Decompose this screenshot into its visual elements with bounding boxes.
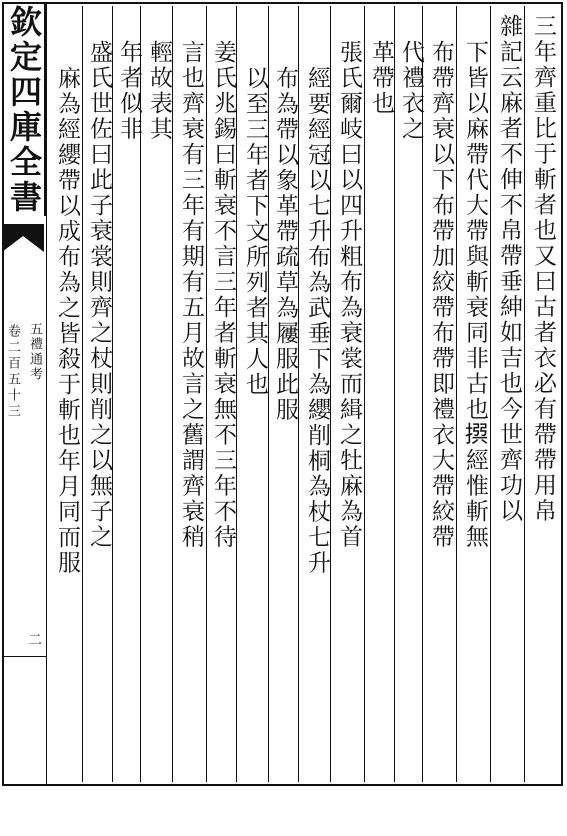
column-rule bbox=[364, 6, 365, 782]
text-column-11: 姜氏兆錫曰斬衰不言三年者斬衰無不三年不待 bbox=[210, 40, 236, 550]
page-number: 二 bbox=[26, 632, 42, 646]
collection-title: 欽定四庫全書 bbox=[4, 4, 46, 216]
book-title-label: 五禮通考 bbox=[27, 322, 42, 382]
column-rule bbox=[456, 6, 457, 782]
column-rule bbox=[490, 6, 491, 782]
column-rule bbox=[82, 6, 83, 782]
text-column-2: 雜記云麻者不伸不帛帶垂紳如吉也今世齊功以 bbox=[496, 14, 522, 524]
text-column-9: 布為帶以象革帶疏草為屨服此服 bbox=[272, 66, 298, 423]
text-column-16: 麻為經纓帶以成布為之皆殺于斬也年月同而服 bbox=[54, 66, 80, 576]
column-rule bbox=[206, 6, 207, 782]
margin-bottom-divider bbox=[4, 656, 46, 657]
text-column-6: 革帶也 bbox=[368, 40, 394, 117]
text-column-15: 盛氏世佐曰此子衰裳則齊之杖則削之以無子之 bbox=[86, 40, 112, 550]
text-column-10: 以至三年者下文所列者其人也 bbox=[242, 66, 268, 398]
text-column-5: 代禮衣之 bbox=[398, 40, 424, 142]
text-column-12: 言也齊衰有三年有期有五月故言之舊謂齊衰稍 bbox=[178, 40, 204, 550]
volume-label: 卷二百五十三 bbox=[5, 324, 20, 420]
text-column-14: 年者似非 bbox=[116, 40, 142, 142]
text-column-4: 布帶齊衰以下布帶加絞帶布帶即禮衣大帶絞帶 bbox=[428, 40, 454, 550]
text-column-13: 輕故表其 bbox=[146, 40, 172, 142]
text-column-7: 張氏爾岐曰以四升粗布為衰裳而緝之牡麻為首 bbox=[336, 40, 362, 550]
column-rule bbox=[524, 6, 525, 782]
margin-divider bbox=[46, 4, 47, 784]
fishtail-ornament-icon bbox=[0, 222, 46, 254]
text-column-3: 下皆以麻帶代大帶與斬衰同非古也𢰅經惟斬無 bbox=[462, 40, 488, 550]
text-column-1: 三年齊重比于斬者也又曰古者衣必有帶帶用帛 bbox=[530, 14, 556, 524]
text-column-8: 經要經冠以七升布為武垂下為纓削桐為杖七升 bbox=[304, 66, 330, 576]
